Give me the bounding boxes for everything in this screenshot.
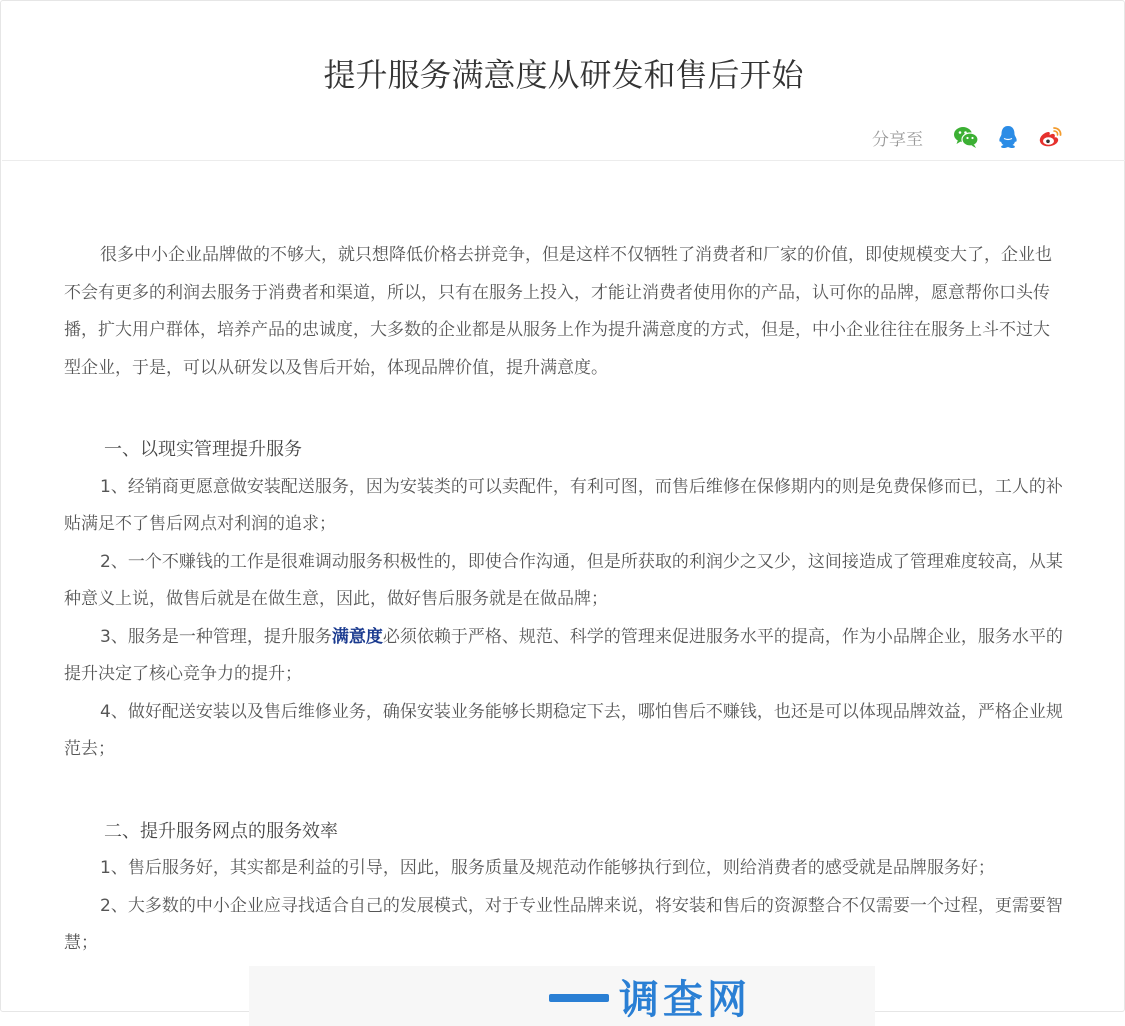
logo-text: 调查网 [619, 977, 751, 1023]
section1-item-4: 4、做好配送安装以及售后维修业务，确保安装业务能够长期稳定下去，哪怕售后不赚钱，也还是可以体现品牌效益，严格企业规范去； [64, 701, 1063, 759]
section-heading-2: 二、提升服务网点的服务效率 [104, 820, 338, 842]
section1-item-1: 1、经销商更愿意做安装配送服务，因为安装类的可以卖配件，有利可图，而售后维修在保修期内的则是免费保修而已，工人的补贴满足不了售后网点对利润的追求； [64, 476, 1063, 534]
section1-item-2: 2、一个不赚钱的工作是很难调动服务积极性的，即使合作沟通，但是所获取的利润少之又少，这间接造成了管理难度较高，从某种意义上说，做售后就是在做生意，因此，做好售后服务就是在做品牌； [64, 551, 1063, 609]
article-header [2, 2, 1125, 161]
intro-paragraph: 很多中小企业品牌做的不够大，就只想降低价格去拼竞争，但是这样不仅牺牲了消费者和厂家的价值，即使规模变大了，企业也不会有更多的利润去服务于消费者和渠道，所以，只有在服务上投入，才能让消费者使用你的产品，认可你的品牌，愿意帮你口头传播，扩大用户群体，培养产品的忠诚度，大多数的企业都是从服务上作为提升满意度的方式，但是，中小企业往往在服务上斗不过大型企业，于是，可以从研发以及售后开始，体现品牌价值，提升满意度。 [64, 245, 1052, 378]
article-title: 提升服务满意度从研发和售后开始 [323, 56, 804, 94]
section-heading-1: 一、以现实管理提升服务 [104, 439, 302, 460]
section1-item-3-start: 3、服务是一种管理，提升服务 [100, 626, 332, 647]
satisfaction-link[interactable]: 满意度 [331, 626, 383, 647]
section2-item-1: 1、售后服务好，其实都是利益的引导，因此，服务质量及规范动作能够执行到位，则给消费者的感受就是品牌服务好； [100, 858, 995, 878]
logo-mark [549, 994, 609, 1002]
qq-icon[interactable] [995, 124, 1021, 150]
article-image [249, 966, 875, 1026]
weibo-icon[interactable] [1037, 124, 1063, 150]
section1-item-3-end: 必须依赖于严格、规范、科学的管理来促进服务水平的提高，作为小品牌企业，服务水平的提升决定了核心竞争力的提升； [64, 626, 1063, 684]
share-bar [872, 122, 1063, 152]
wechat-icon[interactable] [953, 124, 979, 150]
section1-item-3 [64, 619, 1064, 694]
section2-item-2: 2、大多数的中小企业应寻找适合自己的发展模式，对于专业性品牌来说，将安装和售后的资源整合不仅需要一个过程，更需要智慧； [64, 895, 1063, 953]
share-label: 分享至 [872, 129, 923, 150]
article-body [64, 237, 1064, 963]
